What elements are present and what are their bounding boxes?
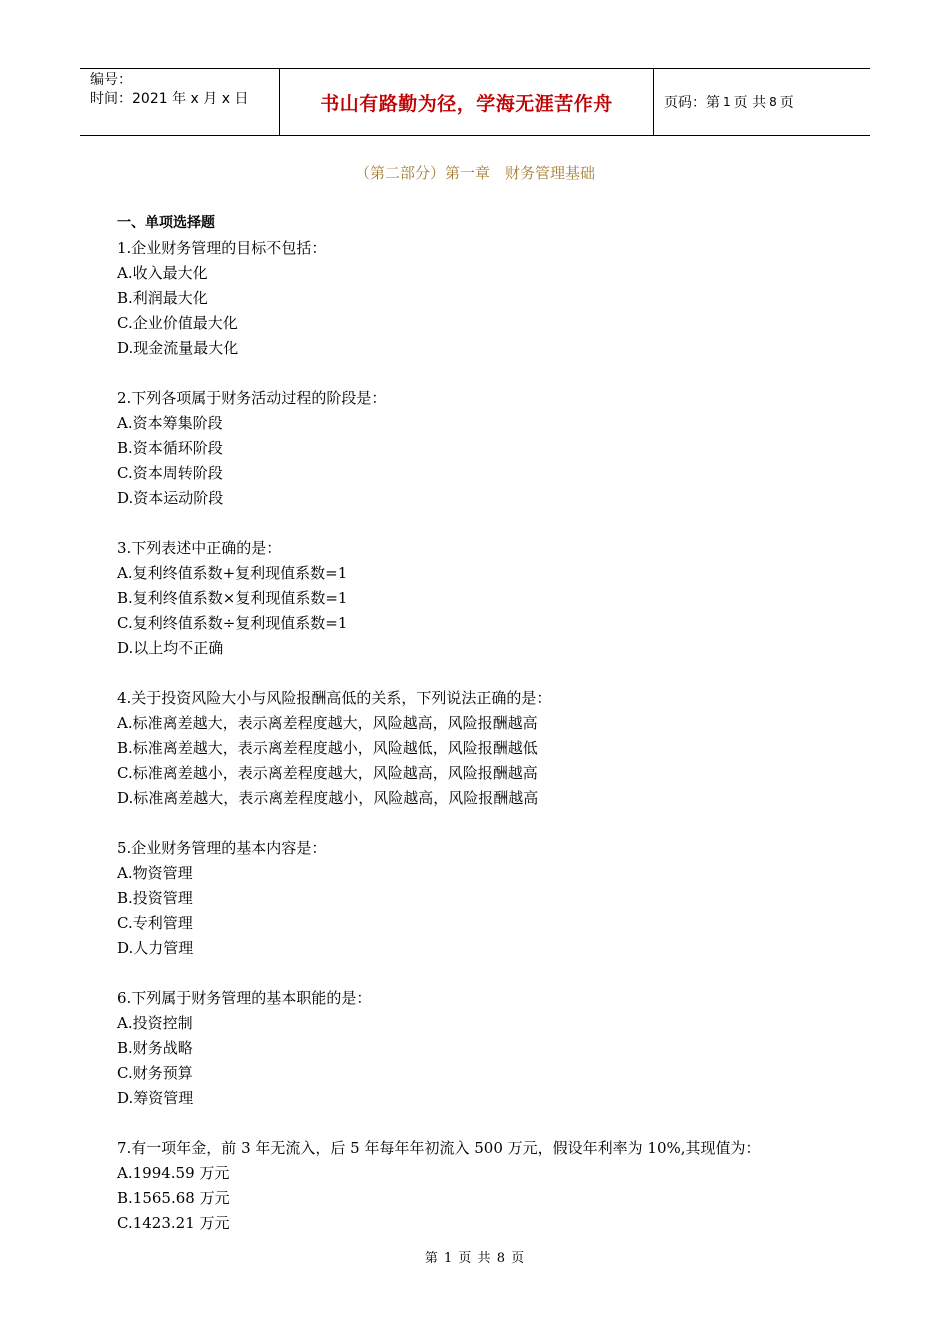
page-prefix: 页码：第 (664, 95, 720, 111)
question-block (117, 836, 837, 961)
question-option: B.投资管理 (117, 889, 193, 907)
question-block (117, 536, 837, 661)
header-motto-cell (280, 69, 654, 135)
time-label: 时间：2021 年 x 月 x 日 (90, 91, 249, 107)
question-block (117, 386, 837, 511)
question-option: D.人力管理 (117, 939, 194, 957)
question-block (117, 986, 837, 1111)
header-page-info (654, 69, 870, 135)
question-option: D.以上均不正确 (117, 639, 224, 657)
question-option: B.标准离差越大，表示离差程度越小，风险越低，风险报酬越低 (117, 739, 538, 757)
header-motto: 书山有路勤为径，学海无涯苦作舟 (320, 92, 613, 115)
question-option: C.财务预算 (117, 1064, 193, 1082)
question-option: B.1565.68 万元 (117, 1189, 230, 1207)
question-stem: 4.关于投资风险大小与风险报酬高低的关系，下列说法正确的是： (117, 689, 552, 707)
page-total: 8 (769, 95, 777, 109)
question-option: B.财务战略 (117, 1039, 193, 1057)
question-option: A.投资控制 (117, 1014, 193, 1032)
question-block (117, 686, 837, 811)
question-option: D.筹资管理 (117, 1089, 194, 1107)
question-stem: 6.下列属于财务管理的基本职能的是： (117, 989, 372, 1007)
question-option: A.收入最大化 (117, 264, 208, 282)
question-option: A.物资管理 (117, 864, 193, 882)
page-suffix: 页 (779, 95, 794, 111)
question-option: C.资本周转阶段 (117, 464, 223, 482)
question-option: C.专利管理 (117, 914, 193, 932)
question-stem: 5.企业财务管理的基本内容是： (117, 839, 327, 857)
question-option: A.资本筹集阶段 (117, 414, 223, 432)
question-stem: 3.下列表述中正确的是： (117, 539, 282, 557)
question-option: D.现金流量最大化 (117, 339, 239, 357)
question-option: B.利润最大化 (117, 289, 208, 307)
serial-label: 编号： (90, 72, 132, 88)
question-option: A.复利终值系数+复利现值系数=1 (117, 564, 348, 582)
question-block (117, 236, 837, 361)
section-title: 一、单项选择题 (117, 215, 215, 231)
question-option: D.资本运动阶段 (117, 489, 224, 507)
page-footer: 第 1 页 共 8 页 (424, 1251, 526, 1266)
question-option: A.1994.59 万元 (117, 1164, 230, 1182)
question-option: C.1423.21 万元 (117, 1214, 230, 1232)
chapter-title: （第二部分）第一章 财务管理基础 (354, 164, 595, 182)
page-number: 1 (723, 95, 731, 109)
header-info (80, 69, 280, 135)
question-list (117, 236, 837, 1236)
question-option: B.复利终值系数×复利现值系数=1 (117, 589, 348, 607)
question-option: A.标准离差越大，表示离差程度越大，风险越高，风险报酬越高 (117, 714, 538, 732)
question-stem: 7.有一项年金，前 3 年无流入，后 5 年每年年初流入 500 万元，假设年利率为 10%,其现值为： (117, 1139, 761, 1157)
page-mid: 页 共 (733, 95, 767, 111)
question-stem: 1.企业财务管理的目标不包括： (117, 239, 327, 257)
question-option: B.资本循环阶段 (117, 439, 223, 457)
question-option: C.标准离差越小，表示离差程度越大，风险越高，风险报酬越高 (117, 764, 538, 782)
question-option: D.标准离差越大，表示离差程度越小，风险越高，风险报酬越高 (117, 789, 539, 807)
question-block (117, 1136, 837, 1236)
question-option: C.复利终值系数÷复利现值系数=1 (117, 614, 348, 632)
question-option: C.企业价值最大化 (117, 314, 238, 332)
question-stem: 2.下列各项属于财务活动过程的阶段是： (117, 389, 387, 407)
page-header (80, 68, 870, 136)
document-body (117, 211, 837, 1261)
